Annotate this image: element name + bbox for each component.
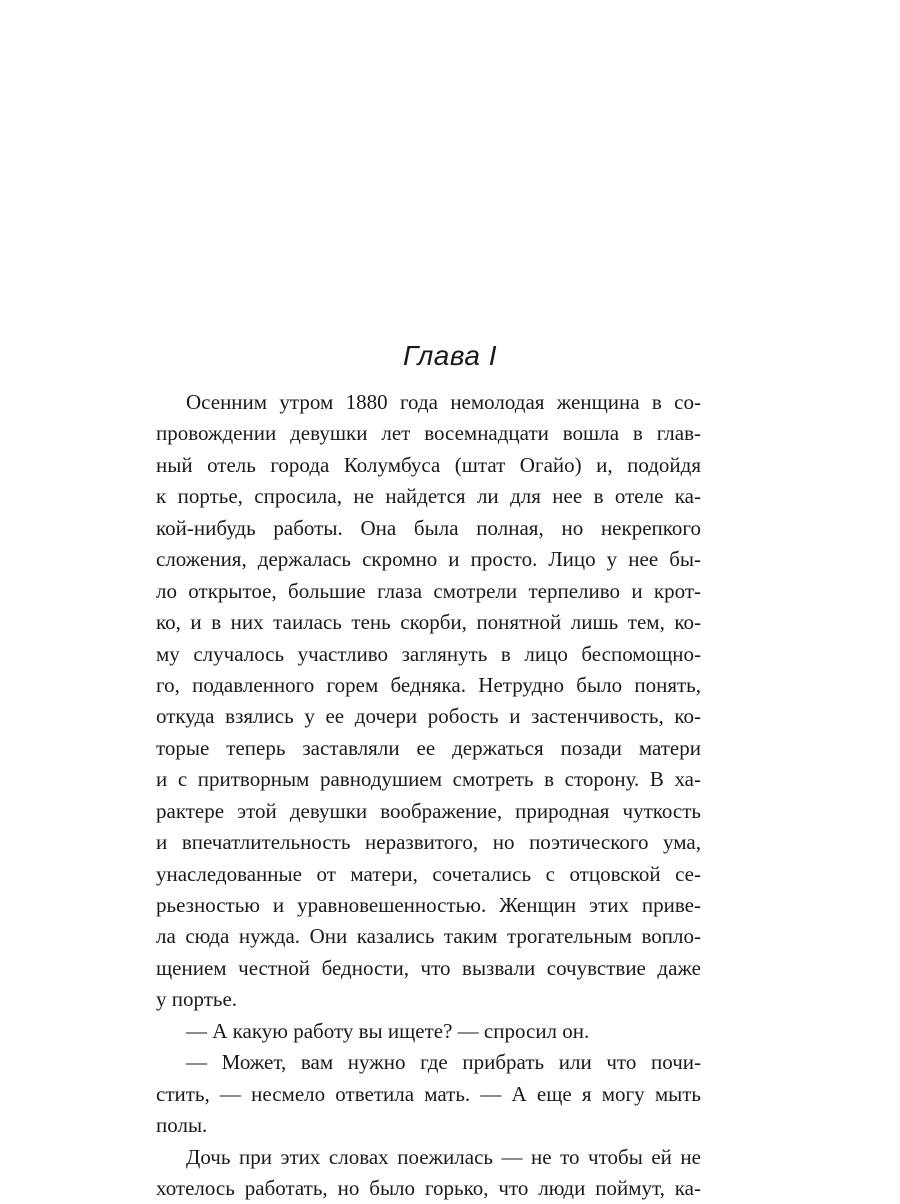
chapter-title: Глава I	[403, 340, 497, 371]
text-line: — А какую работу вы ищете? — спросил он.	[186, 1018, 590, 1043]
text-line: кой-нибудь работы. Она была полная, но некрепкого	[156, 515, 701, 540]
text-line: му случалось участливо заглянуть в лицо беспомощно-	[156, 641, 701, 666]
text-line: ко, и в них таилась тень скорби, понятной лишь тем, ко-	[156, 610, 701, 635]
text-line: и с притворным равнодушием смотреть в сторону. В ха-	[156, 767, 701, 792]
text-line: Осенним утром 1880 года немолодая женщина в со-	[186, 390, 701, 414]
text-line: у портье.	[156, 987, 238, 1012]
text-line: ло открытое, большие глаза смотрели терпеливо и крот-	[156, 578, 701, 603]
body-text	[156, 387, 701, 1204]
text-line: рактере этой девушки воображение, природная чуткость	[156, 798, 701, 823]
text-line: и впечатлительность неразвитого, но поэтического ума,	[156, 830, 701, 855]
text-line: провождении девушки лет восемнадцати вошла в глав-	[156, 421, 701, 446]
text-line: щением честной бедности, что вызвали сочувствие даже	[156, 955, 701, 980]
text-line: унаследованные от матери, сочетались с отцовской се-	[156, 861, 701, 886]
text-line: го, подавленного горем бедняка. Нетрудно было понять,	[156, 672, 701, 697]
text-line: хотелось работать, но было горько, что люди поймут, ка-	[156, 1175, 701, 1200]
text-line: к портье, спросила, не найдется ли для нее в отеле ка-	[156, 484, 701, 509]
text-line: откуда взялись у ее дочери робость и застенчивость, ко-	[156, 704, 701, 729]
text-line: полы.	[156, 1113, 208, 1138]
text-line: Дочь при этих словах поежилась — не то чтобы ей не	[186, 1144, 701, 1169]
text-line: сложения, держалась скромно и просто. Лицо у нее бы-	[156, 547, 701, 572]
text-line: ла сюда нужда. Они казались таким трогательным вопло-	[156, 924, 701, 949]
text-line: ный отель города Колумбуса (штат Огайо) и, подойдя	[156, 452, 701, 477]
text-line: рьезностью и уравновешенностью. Женщин этих приве-	[156, 893, 701, 917]
text-line: торые теперь заставляли ее держаться позади матери	[156, 735, 701, 760]
text-line: стить, — несмело ответила мать. — А еще я могу мыть	[156, 1081, 701, 1106]
text-line: — Может, вам нужно где прибрать или что почи-	[186, 1050, 701, 1075]
